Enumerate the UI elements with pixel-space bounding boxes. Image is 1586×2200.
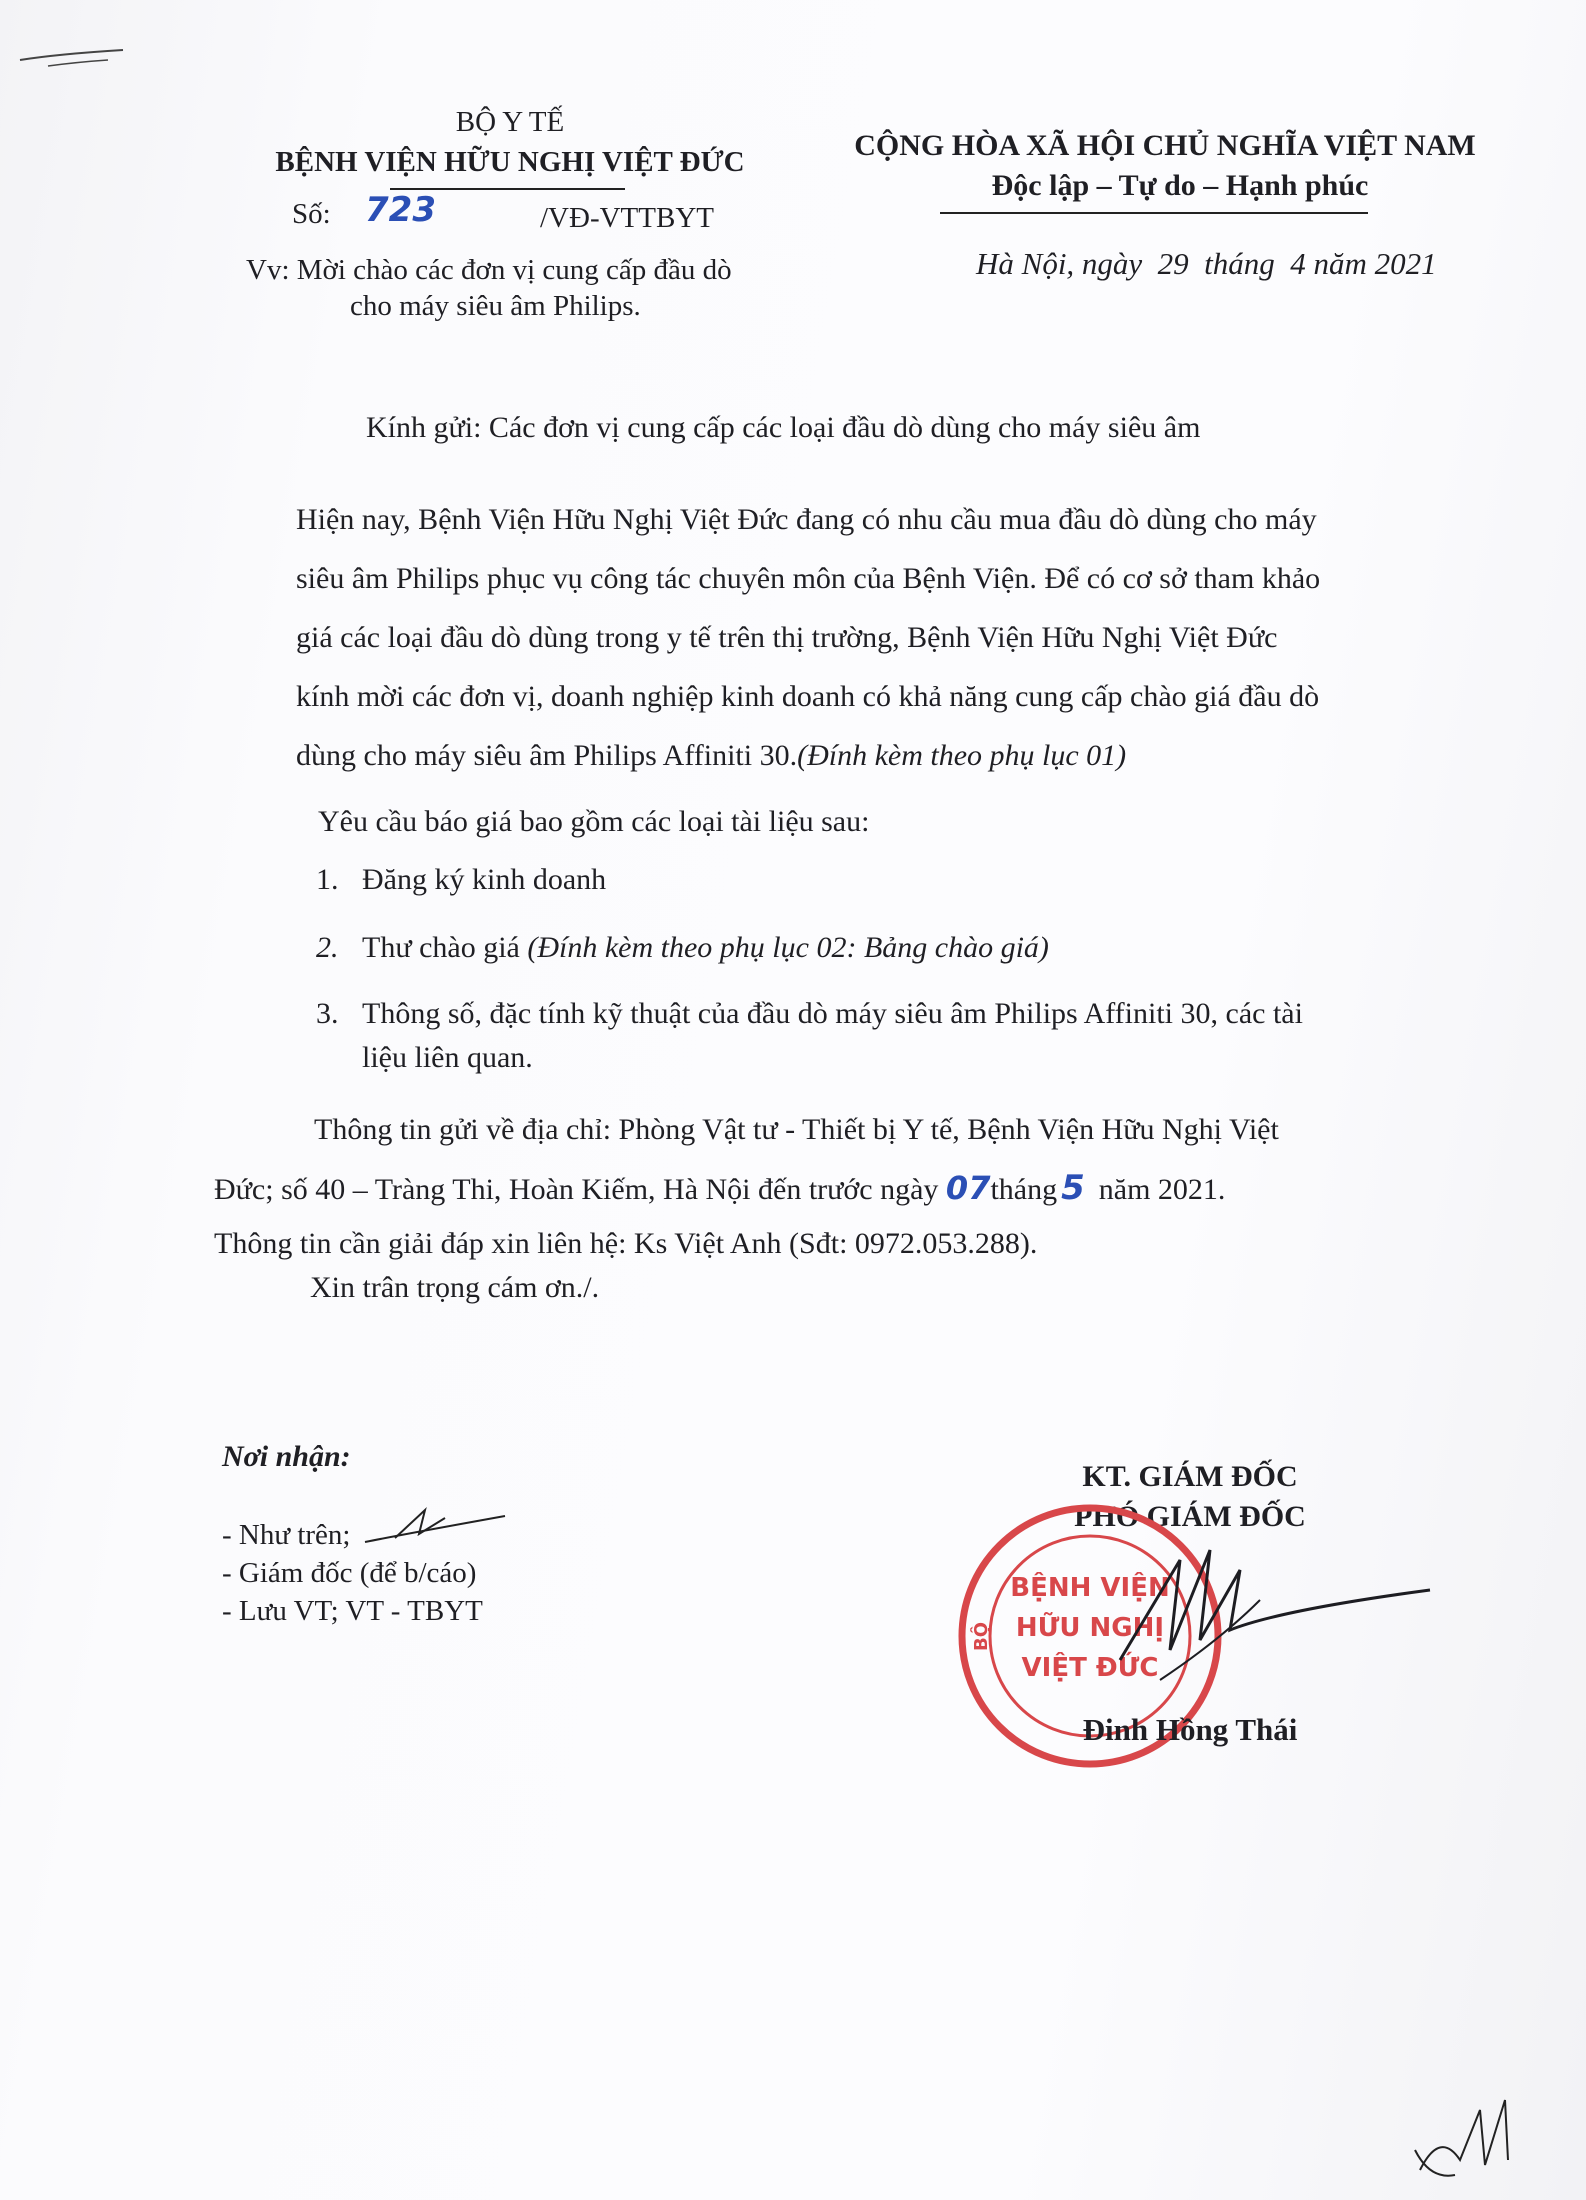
list-item — [316, 928, 1049, 968]
address-month-label: tháng — [990, 1173, 1058, 1206]
list-text: Thông số, đặc tính kỹ thuật của đầu dò máy siêu âm Philips Affiniti 30, các tài — [362, 997, 1303, 1030]
paragraph-line: Hiện nay, Bệnh Viện Hữu Nghị Việt Đức đang có nhu cầu mua đầu dò dùng cho máy — [296, 503, 1317, 536]
list-annex-ref: (Đính kèm theo phụ lục 02: Bảng chào giá) — [527, 931, 1049, 964]
initials-mark-icon — [355, 1504, 515, 1548]
pen-mark-icon — [18, 40, 128, 70]
stamp-line: HỮU NGHỊ — [1015, 1613, 1165, 1643]
signature-title-1: KT. GIÁM ĐỐC — [1082, 1460, 1298, 1493]
address-text: Đức; số 40 – Tràng Thi, Hoàn Kiếm, Hà Nội đến trước ngày — [214, 1173, 939, 1206]
list-text: Đăng ký kinh doanh — [362, 863, 607, 896]
subject-line-1: Vv: Mời chào các đơn vị cung cấp đầu dò — [246, 254, 732, 286]
salutation: Kính gửi: Các đơn vị cung cấp các loại đầu dò dùng cho máy siêu âm — [366, 411, 1201, 444]
signatory-name: Đinh Hồng Thái — [1082, 1712, 1298, 1747]
recipient-item: - Như trên; — [222, 1519, 351, 1551]
paragraph-line: giá các loại đầu dò dùng trong y tế trên thị trường, Bệnh Viện Hữu Nghị Việt Đức — [296, 621, 1278, 654]
list-item-continuation: liệu liên quan. — [362, 1041, 533, 1074]
address-year: năm 2021. — [1098, 1173, 1226, 1206]
list-number: 1. — [316, 863, 339, 896]
doc-number-handwritten: 723 — [365, 190, 436, 230]
initials-scribble-icon — [1410, 2090, 1530, 2190]
paragraph-text: dùng cho máy siêu âm Philips Affiniti 30. — [296, 739, 798, 772]
header-underline-right — [940, 212, 1368, 214]
paragraph-line: siêu âm Philips phục vụ công tác chuyên môn của Bệnh Viện. Để có cơ sở tham khảo — [296, 562, 1321, 595]
document-date: Hà Nội, ngày 29 tháng 4 năm 2021 — [976, 246, 1437, 281]
requirements-intro: Yêu cầu báo giá bao gồm các loại tài liệu sau: — [318, 805, 870, 838]
list-item — [316, 994, 1303, 1034]
address-line-2 — [214, 1168, 1225, 1210]
list-item — [316, 860, 606, 900]
paragraph-intro — [296, 500, 1456, 776]
paragraph-line: kính mời các đơn vị, doanh nghiệp kinh doanh có khả năng cung cấp chào giá đầu dò — [296, 680, 1320, 713]
stamp-line: VIỆT ĐỨC — [1021, 1653, 1159, 1683]
deadline-month-handwritten: 5 — [1061, 1168, 1085, 1208]
signature-scribble-icon — [1100, 1540, 1440, 1700]
stamp-side-text: BỘ — [971, 1621, 993, 1652]
paragraph-last-line — [296, 736, 1456, 776]
stamp-line: BỆNH VIỆN — [1010, 1573, 1170, 1603]
subject-line-2: cho máy siêu âm Philips. — [350, 290, 641, 322]
annex-ref: (Đính kèm theo phụ lục 01) — [797, 739, 1127, 772]
recipient-item: - Giám đốc (để b/cáo) — [222, 1557, 477, 1589]
address-line-1: Thông tin gửi về địa chỉ: Phòng Vật tư - Thiết bị Y tế, Bệnh Viện Hữu Nghị Việt — [314, 1113, 1279, 1146]
doc-number-suffix: /VĐ-VTTBYT — [540, 202, 714, 234]
hospital-name: BỆNH VIỆN HỮU NGHỊ VIỆT ĐỨC — [275, 146, 745, 178]
ministry-name: BỘ Y TẾ — [455, 106, 565, 138]
thanks-line: Xin trân trọng cám ơn./. — [310, 1271, 600, 1304]
contact-line: Thông tin cần giải đáp xin liên hệ: Ks Việt Anh (Sđt: 0972.053.288). — [214, 1227, 1038, 1260]
list-number: 3. — [316, 997, 339, 1030]
republic-title: CỘNG HÒA XÃ HỘI CHỦ NGHĨA VIỆT NAM — [854, 129, 1476, 162]
recipients-title: Nơi nhận: — [222, 1440, 351, 1473]
doc-number-label: Số: — [292, 198, 331, 230]
deadline-day-handwritten: 07 — [945, 1169, 991, 1207]
signature-title-2: PHÓ GIÁM ĐỐC — [1074, 1500, 1306, 1533]
list-number: 2. — [316, 931, 339, 964]
motto: Độc lập – Tự do – Hạnh phúc — [991, 169, 1369, 202]
recipient-item: - Lưu VT; VT - TBYT — [222, 1595, 483, 1627]
list-text: Thư chào giá — [362, 931, 528, 964]
